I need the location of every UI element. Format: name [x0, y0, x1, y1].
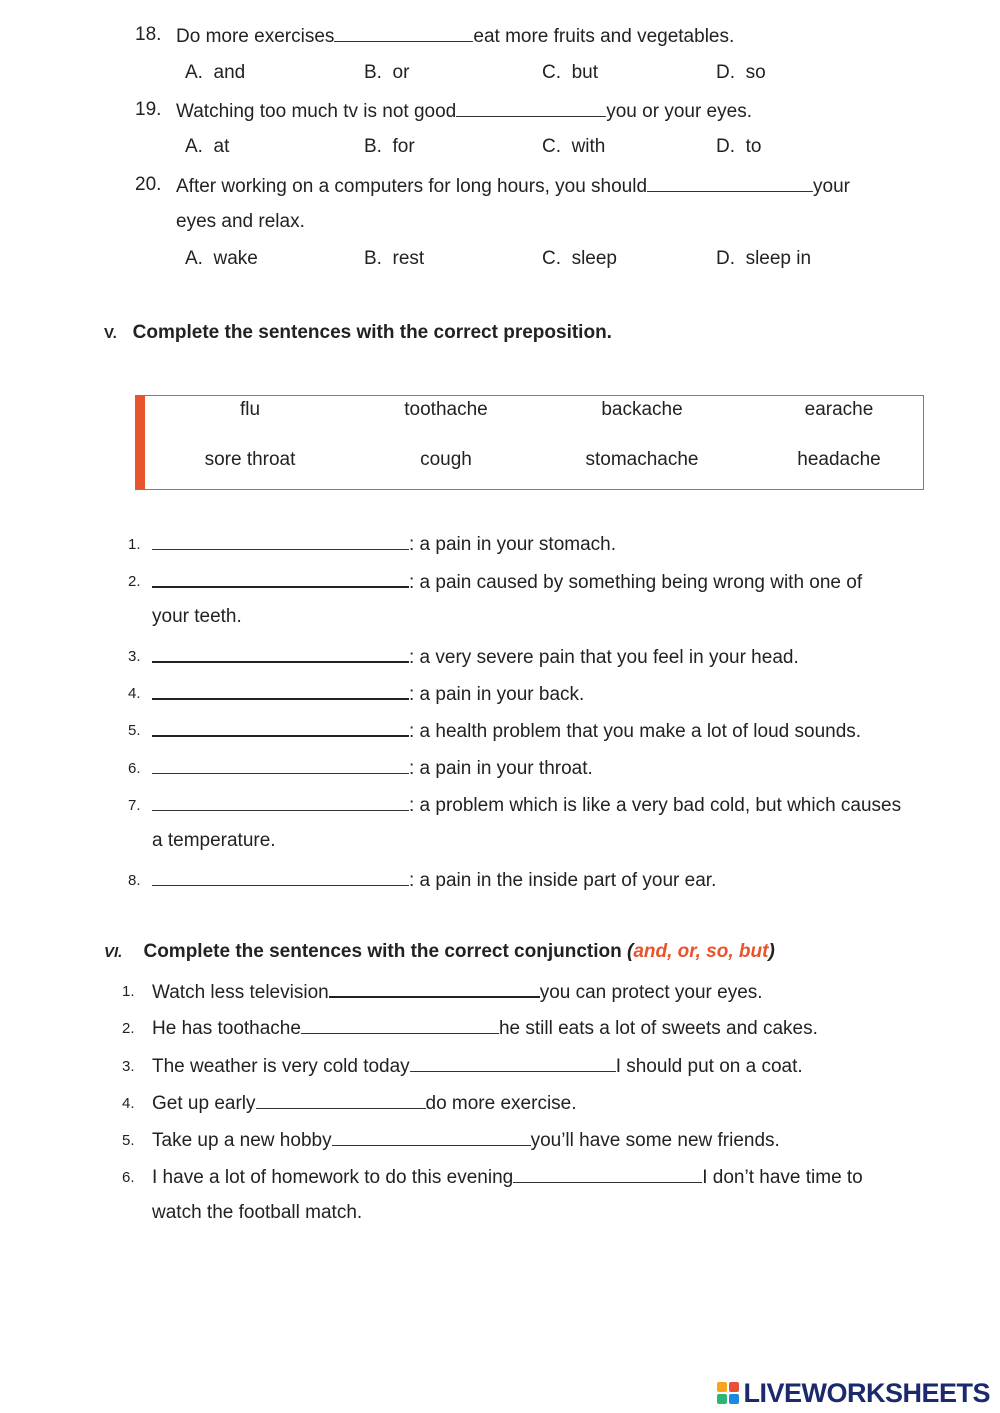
answer-blank[interactable] [152, 867, 409, 886]
word-bank-item: earache [804, 399, 874, 420]
logo-square [729, 1394, 739, 1404]
option-b[interactable]: B. for [364, 136, 415, 157]
item-text: The weather is very cold today I should put on a coat. [152, 1053, 803, 1079]
word-bank-item: backache [601, 399, 683, 420]
item-number: 6. [122, 1169, 135, 1186]
option-c[interactable]: C. sleep [542, 248, 617, 269]
item-number: 2. [122, 1020, 135, 1037]
option-a[interactable]: A. at [185, 136, 230, 157]
section-vi-heading [104, 940, 775, 965]
text-after: eat more fruits and vegetables. [473, 26, 735, 47]
answer-blank[interactable] [256, 1090, 426, 1109]
question-continuation: eyes and relax. [176, 211, 305, 232]
item-number: 2. [128, 573, 141, 590]
item-number: 4. [128, 685, 141, 702]
answer-blank[interactable] [410, 1053, 616, 1072]
item-number: 1. [128, 536, 141, 553]
item-continuation: a temperature. [152, 830, 276, 851]
item-text: Get up early do more exercise. [152, 1090, 577, 1116]
item-number: 1. [122, 983, 135, 1000]
option-a[interactable]: A. and [185, 62, 246, 83]
answer-blank[interactable] [332, 1127, 531, 1146]
item-text: : a pain in your stomach. [152, 531, 616, 557]
section-numeral: V. [104, 325, 117, 342]
paren-open: ( [627, 941, 634, 962]
item-text: : a pain in the inside part of your ear. [152, 867, 716, 893]
item-continuation: watch the football match. [152, 1202, 363, 1223]
option-c[interactable]: C. but [542, 62, 598, 83]
answer-blank[interactable] [329, 978, 540, 998]
item-text: I have a lot of homework to do this evening I don’t have time to [152, 1164, 863, 1190]
word-bank-item: headache [797, 449, 881, 470]
item-number: 3. [128, 648, 141, 665]
word-bank-item: toothache [404, 399, 488, 420]
answer-blank[interactable] [456, 98, 606, 117]
question-text [176, 173, 850, 199]
item-number: 6. [128, 760, 141, 777]
text-after: you or your eyes. [606, 101, 752, 122]
option-d[interactable]: D. sleep in [716, 248, 812, 269]
section-title: Complete the sentences with the correct preposition. [132, 322, 612, 343]
item-text: : a pain in your throat. [152, 755, 593, 781]
answer-blank[interactable] [152, 680, 409, 700]
answer-blank[interactable] [152, 792, 409, 811]
text-after: your [813, 176, 850, 197]
word-bank-item: flu [239, 399, 261, 420]
option-d[interactable]: D. so [716, 62, 766, 83]
item-text: He has toothache he still eats a lot of sweets and cakes. [152, 1015, 818, 1041]
option-b[interactable]: B. rest [364, 248, 425, 269]
option-d[interactable]: D. to [716, 136, 762, 157]
item-number: 5. [122, 1132, 135, 1149]
item-number: 4. [122, 1095, 135, 1112]
option-b[interactable]: B. or [364, 62, 410, 83]
answer-blank[interactable] [152, 643, 409, 663]
section-v-heading [104, 321, 612, 346]
text-before: Do more exercises [176, 26, 335, 47]
answer-blank[interactable] [647, 173, 813, 192]
answer-blank[interactable] [152, 568, 409, 588]
option-a[interactable]: A. wake [185, 248, 258, 269]
item-number: 8. [128, 872, 141, 889]
item-number: 7. [128, 797, 141, 814]
question-number: 19. [135, 99, 162, 120]
item-text: : a pain caused by something being wrong with one of [152, 568, 862, 595]
word-bank-item: cough [420, 449, 472, 470]
item-text: : a pain in your back. [152, 680, 584, 707]
word-bank-item: sore throat [204, 449, 296, 470]
answer-blank[interactable] [152, 717, 409, 737]
word-bank [135, 395, 924, 490]
logo-square [729, 1382, 739, 1392]
logo-square [717, 1382, 727, 1392]
text-before: Watching too much tv is not good [176, 101, 457, 122]
answer-blank[interactable] [152, 755, 409, 774]
logo-icon [717, 1382, 739, 1404]
item-text: Watch less television you can protect your eyes. [152, 978, 763, 1005]
item-continuation: your teeth. [152, 606, 242, 627]
word-bank-item: stomachache [585, 449, 699, 470]
answer-blank[interactable] [301, 1015, 499, 1034]
item-text: : a problem which is like a very bad cold, but which causes [152, 792, 901, 818]
conjunction-list: and, or, so, but [633, 941, 769, 962]
answer-blank[interactable] [334, 23, 473, 42]
item-text: : a very severe pain that you feel in your head. [152, 643, 799, 670]
logo-square [717, 1394, 727, 1404]
question-number: 18. [135, 24, 162, 45]
option-c[interactable]: C. with [542, 136, 606, 157]
paren-close: ) [768, 941, 775, 962]
item-text: : a health problem that you make a lot of loud sounds. [152, 717, 861, 744]
logo-text: LIVEWORKSHEETS [743, 1377, 990, 1408]
answer-blank[interactable] [152, 531, 409, 550]
text-before: After working on a computers for long hours, you should [176, 176, 648, 197]
question-text [176, 98, 752, 124]
item-number: 5. [128, 722, 141, 739]
item-text: Take up a new hobby you’ll have some new friends. [152, 1127, 780, 1153]
item-number: 3. [122, 1058, 135, 1075]
section-title: Complete the sentences with the correct conjunction [143, 941, 622, 962]
question-number: 20. [135, 174, 162, 195]
answer-blank[interactable] [513, 1164, 702, 1183]
section-numeral: VI. [104, 944, 123, 961]
question-text [176, 23, 734, 49]
liveworksheets-logo [717, 1378, 990, 1408]
